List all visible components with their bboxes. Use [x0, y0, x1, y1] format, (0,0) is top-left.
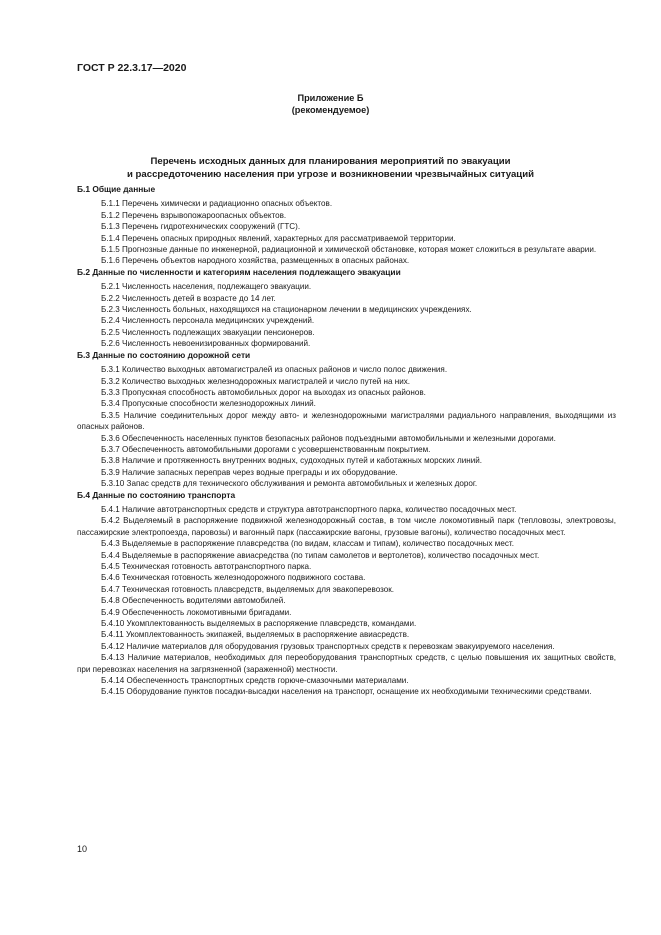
- page-number: 10: [77, 844, 88, 854]
- appendix-title: Приложение Б: [297, 93, 364, 103]
- list-item: Б.1.4 Перечень опасных природных явлений, характерных для рассматриваемой территории.: [101, 233, 456, 243]
- list-item: Б.3.3 Пропускная способность автомобильных дорог на выходах из опасных районов.: [101, 387, 426, 397]
- main-title: [60, 155, 601, 181]
- section-heading: Б.4 Данные по состоянию транспорта: [77, 489, 236, 500]
- list-item: Б.4.12 Наличие материалов для оборудования грузовых транспортных средств к перевозкам эвакуируемого населения.: [101, 641, 555, 651]
- list-item: Б.3.6 Обеспеченность населенных пунктов безопасных районов подъездными автомобильными и железными дорогами.: [101, 433, 556, 443]
- list-item: Б.2.3 Численность больных, находящихся на стационарном лечении в медицинских учреждениях.: [101, 305, 472, 315]
- list-item: Б.3.9 Наличие запасных переправ через водные преграды и их оборудование.: [101, 467, 398, 477]
- list-item: Б.2.6 Численность невоенизированных формирований.: [101, 339, 311, 349]
- document-body: [77, 184, 616, 698]
- list-item: Б.1.1 Перечень химически и радиационно опасных объектов.: [101, 199, 333, 209]
- section: [77, 184, 616, 267]
- list-item: Б.3.5 Наличие соединительных дорог между авто- и железнодорожными магистралями радиального направления, выходящими из опасных районов.: [77, 410, 616, 432]
- list-item: Б.2.4 Численность персонала медицинских учреждений.: [101, 316, 315, 326]
- section-heading: Б.3 Данные по состоянию дорожной сети: [77, 349, 251, 360]
- list-item: Б.1.2 Перечень взрывопожароопасных объектов.: [101, 210, 287, 220]
- list-item: Б.3.10 Запас средств для технического обслуживания и ремонта автомобильных и железных дорог.: [101, 479, 478, 489]
- section: [77, 350, 616, 490]
- list-item: Б.4.3 Выделяемые в распоряжение плавсредства (по видам, классам и типам), количество посадочных мест.: [101, 539, 514, 549]
- list-item: Б.1.5 Прогнозные данные по инженерной, радиационной и химической обстановке, которая может сложиться в результате аварии.: [101, 245, 597, 255]
- list-item: Б.3.8 Наличие и протяженность внутренних водных, судоходных путей и каботажных морских линий.: [101, 456, 483, 466]
- list-item: Б.4.7 Техническая готовность плавсредств, выделяемых для эвакоперевозок.: [101, 584, 395, 594]
- document-code: ГОСТ Р 22.3.17—2020: [77, 62, 187, 74]
- list-item: Б.4.11 Укомплектованность экипажей, выделяемых в распоряжение авиасредств.: [101, 630, 410, 640]
- list-item: Б.2.1 Численность населения, подлежащего эвакуации.: [101, 282, 312, 292]
- list-item: Б.4.1 Наличие автотранспортных средств и структура автотранспортного парка, количество посадочных мест.: [101, 504, 517, 514]
- section-heading: Б.2 Данные по численности и категориям населения подлежащего эвакуации: [77, 266, 401, 277]
- list-item: Б.1.3 Перечень гидротехнических сооружений (ГТС).: [101, 222, 301, 232]
- list-item: Б.4.2 Выделяемый в распоряжение подвижной железнодорожный состав, в том числе локомотивный парк (тепловозы, электровозы, пассажирские электропоезда, паровозы) и вагонный парк (пассажирские вагоны, грузовые вагоны), количество посадочных мест.: [77, 516, 616, 537]
- list-item: Б.4.13 Наличие материалов, необходимых для переоборудования транспортных средств, с целью повышения их защитных свойств, при перевозках населения на загрязненной (зараженной) местности.: [77, 653, 616, 674]
- list-item: Б.2.5 Численность подлежащих эвакуации пенсионеров.: [101, 327, 315, 337]
- section: [77, 267, 616, 350]
- list-item: Б.4.5 Техническая готовность автотранспортного парка.: [101, 562, 312, 571]
- list-item: Б.4.6 Техническая готовность железнодорожного подвижного состава.: [101, 573, 366, 583]
- main-title-line-1: Перечень исходных данных для планирования мероприятий по эвакуации: [150, 156, 511, 167]
- list-item: Б.4.15 Оборудование пунктов посадки-высадки населения на транспорт, оснащение их необходимыми техническими средствами.: [101, 687, 592, 697]
- list-item: Б.2.2 Численность детей в возрасте до 14 лет.: [101, 293, 276, 303]
- list-item: Б.3.4 Пропускные способности железнодорожных линий.: [101, 399, 316, 409]
- appendix-subtitle: (рекомендуемое): [291, 105, 370, 115]
- list-item: Б.3.1 Количество выходных автомагистралей из опасных районов и число полос движения.: [101, 365, 448, 375]
- list-item: Б.4.9 Обеспеченность локомотивными бригадами.: [101, 607, 292, 617]
- list-item: Б.4.10 Укомплектованность выделяемых в распоряжение плавсредств, командами.: [101, 619, 417, 629]
- main-title-line-2: и рассредоточению населения при угрозе и возникновении чрезвычайных ситуаций: [126, 169, 534, 180]
- list-item: Б.4.14 Обеспеченность транспортных средств горюче-смазочными материалами.: [101, 676, 409, 686]
- section-heading: Б.1 Общие данные: [77, 184, 156, 194]
- list-item: Б.3.2 Количество выходных железнодорожных магистралей и число путей на них.: [101, 376, 411, 386]
- list-item: Б.3.7 Обеспеченность автомобильными дорогами с усовершенствованным покрытием.: [101, 444, 431, 454]
- list-item: Б.4.8 Обеспеченность водителями автомобилей.: [101, 596, 286, 606]
- list-item: Б.1.6 Перечень объектов народного хозяйства, размещенных в опасных районах.: [101, 256, 410, 266]
- section: [77, 490, 616, 698]
- list-item: Б.4.4 Выделяемые в распоряжение авиасредства (по типам самолетов и вертолетов), количество посадочных мест.: [101, 550, 540, 560]
- appendix-block: [0, 92, 661, 116]
